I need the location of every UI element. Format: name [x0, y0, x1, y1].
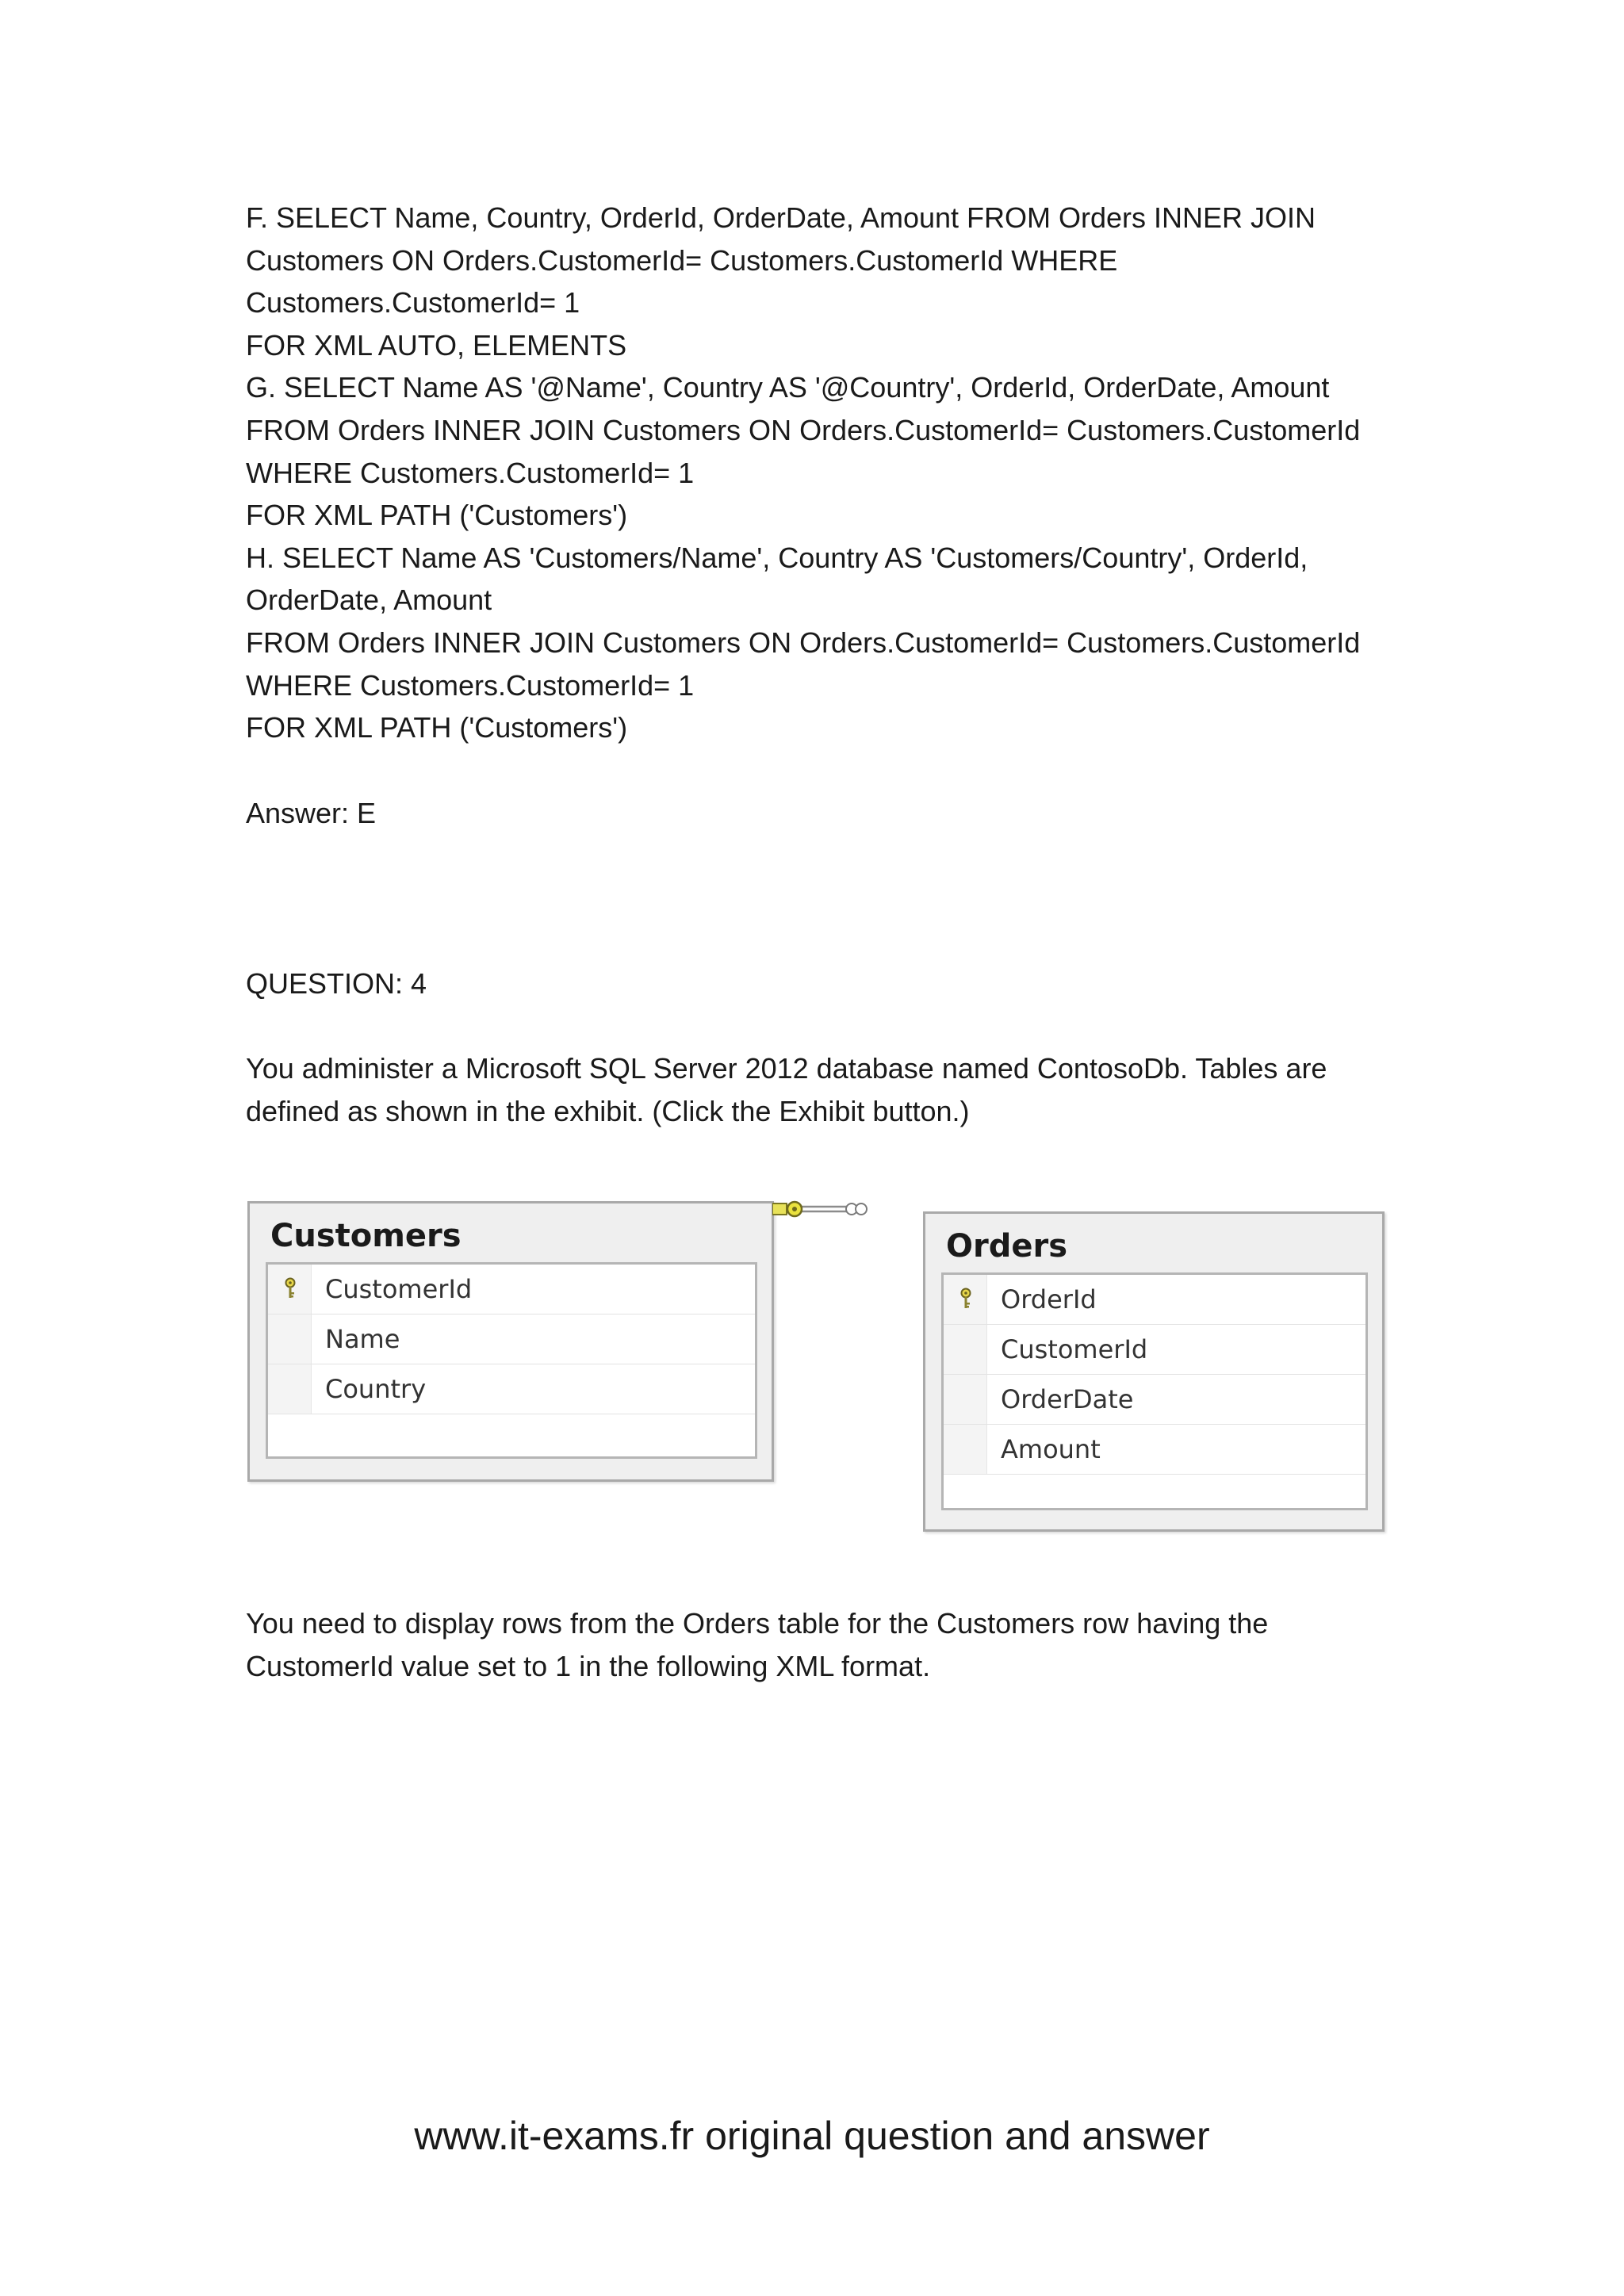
question-heading: QUESTION: 4 [246, 967, 427, 1000]
customers-column-row [268, 1265, 755, 1314]
answer-text: Answer: E [246, 797, 377, 829]
orders-table [923, 1211, 1385, 1532]
option-h-line-3: FROM Orders INNER JOIN Customers ON Orders.CustomerId= Customers.CustomerId [246, 626, 1361, 659]
option-g-line-4: FOR XML PATH ('Customers') [246, 499, 628, 532]
orders-table-title: Orders [946, 1228, 1068, 1265]
customers-column-name: CustomerId [325, 1274, 473, 1304]
footer-watermark: www.it-exams.fr original question and answer [414, 2114, 1210, 2158]
customers-table-title: Customers [270, 1218, 462, 1254]
question-followup [246, 1602, 1396, 1687]
option-h-line-4: WHERE Customers.CustomerId= 1 [246, 668, 695, 702]
orders-column-name: OrderDate [1001, 1384, 1134, 1414]
option-f-line-4: FOR XML AUTO, ELEMENTS [246, 328, 627, 362]
option-h-line-2: OrderDate, Amount [246, 584, 492, 617]
customers-column-row [268, 1364, 755, 1414]
exhibit-diagram [247, 1196, 1389, 1535]
question-intro-line-2: defined as shown in the exhibit. (Click the Exhibit button.) [246, 1094, 970, 1127]
option-g-line-3: WHERE Customers.CustomerId= 1 [246, 456, 695, 489]
orders-columns [941, 1272, 1368, 1510]
customers-column-name: Country [325, 1374, 427, 1404]
option-g-line-1: G. SELECT Name AS '@Name', Country AS '@Country', OrderId, OrderDate, Amount [246, 371, 1330, 404]
question-followup-line-2: CustomerId value set to 1 in the following XML format. [246, 1649, 931, 1682]
option-f-line-3: Customers.CustomerId= 1 [246, 286, 580, 320]
option-g-line-2: FROM Orders INNER JOIN Customers ON Orders.CustomerId= Customers.CustomerId [246, 413, 1361, 446]
orders-column-name: OrderId [1001, 1284, 1097, 1314]
orders-column-row [944, 1425, 1365, 1475]
option-h-line-1: H. SELECT Name AS 'Customers/Name', Country AS 'Customers/Country', OrderId, [246, 541, 1308, 574]
answer-options [246, 197, 1396, 749]
option-f-line-2: Customers ON Orders.CustomerId= Customers.CustomerId WHERE [246, 243, 1118, 277]
question-intro [246, 1047, 1396, 1132]
orders-column-row [944, 1325, 1365, 1375]
orders-column-row [944, 1375, 1365, 1425]
one-to-many-relationship-icon [772, 1196, 868, 1227]
orders-column-row [944, 1275, 1365, 1325]
key-icon [284, 1277, 297, 1301]
customers-column-name: Name [325, 1324, 400, 1354]
question-intro-line-1: You administer a Microsoft SQL Server 2012 database named ContosoDb. Tables are [246, 1052, 1327, 1085]
option-h-line-5: FOR XML PATH ('Customers') [246, 711, 628, 744]
question-followup-line-1: You need to display rows from the Orders table for the Customers row having the [246, 1607, 1269, 1640]
orders-column-name: Amount [1001, 1434, 1101, 1464]
option-f-line-1: F. SELECT Name, Country, OrderId, OrderDate, Amount FROM Orders INNER JOIN [246, 201, 1316, 234]
customers-columns [266, 1262, 757, 1459]
customers-column-row [268, 1314, 755, 1364]
key-icon [959, 1288, 972, 1311]
orders-column-name: CustomerId [1001, 1334, 1148, 1364]
customers-table [247, 1201, 774, 1482]
